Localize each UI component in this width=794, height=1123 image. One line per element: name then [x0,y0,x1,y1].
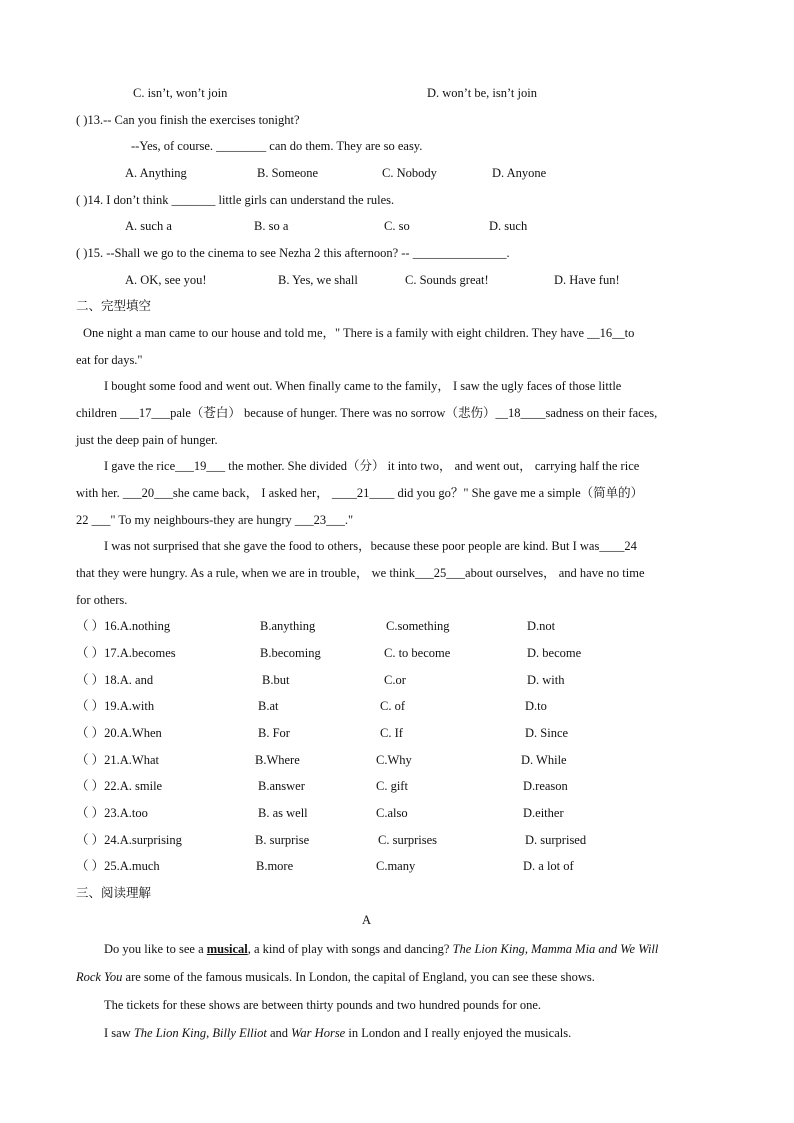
q15-option-c: C. Sounds great! [405,273,489,287]
reading-paragraph-1-line-2 [76,969,595,985]
cloze-paragraph-2-line-3: just the deep pain of hunger. [76,433,218,447]
q13-option-c: C. Nobody [382,166,437,180]
cloze-option-24-c: C. surprises [378,833,438,847]
reading-paragraph-3 [104,1025,571,1041]
cloze-option-19-b: B.at [258,699,279,713]
q15-stem: ( )15. --Shall we go to the cinema to see Nezha 2 this afternoon? -- _______________. [76,246,510,260]
cloze-option-21-b: B.Where [255,753,300,767]
passage-label: A [362,913,372,927]
q13-option-a: A. Anything [125,166,187,180]
cloze-option-22-d: D.reason [523,779,568,793]
reading-p3-and: and [266,1026,292,1040]
q14-option-c: C. so [384,219,410,233]
cloze-option-19-d: D.to [525,699,547,713]
q14-option-b: B. so a [254,219,289,233]
q15-option-a: A. OK, see you! [125,273,207,287]
reading-p1-text-2: , a kind of play with songs and dancing? [247,942,453,956]
cloze-option-24-b: B. surprise [255,833,310,847]
cloze-option-row-23: （ ）23.A.too [76,806,148,820]
reading-p3-titles: The Lion King, Billy Elliot [133,1026,267,1040]
cloze-option-20-b: B. For [258,726,290,740]
q14-option-d: D. such [489,219,528,233]
q12-option-d: D. won’t be, isn’t join [427,86,537,100]
cloze-option-21-c: C.Why [376,753,412,767]
reading-p1-text-3: are some of the famous musicals. In London, the capital of England, you can see these shows. [122,970,595,984]
reading-heading: 三、阅读理解 [76,886,152,900]
cloze-option-23-d: D.either [523,806,564,820]
musical-keyword: musical [206,942,248,956]
cloze-option-20-d: D. Since [525,726,569,740]
musical-titles: The Lion King, Mamma Mia and We Will [452,942,659,956]
q13-option-d: D. Anyone [492,166,547,180]
cloze-option-row-24: （ ）24.A.surprising [76,833,182,847]
cloze-option-row-25: （ ）25.A.much [76,859,160,873]
cloze-option-16-b: B.anything [260,619,316,633]
cloze-paragraph-3-line-3: 22 ___" To my neighbours-they are hungry ___23___." [76,513,354,527]
musical-title-rock-you: Rock You [76,970,123,984]
reading-p3-title-war-horse: War Horse [291,1026,346,1040]
cloze-paragraph-2-line-1: I bought some food and went out. When finally came to the family， I saw the ugly faces of those little [104,379,622,393]
q14-stem: ( )14. I don’t think _______ little girls can understand the rules. [76,193,395,207]
cloze-option-17-b: B.becoming [260,646,321,660]
reading-p3-text: I saw [104,1026,134,1040]
reading-paragraph-2: The tickets for these shows are between thirty pounds and two hundred pounds for one. [104,998,542,1012]
cloze-paragraph-4-line-2: that they were hungry. As a rule, when we are in trouble， we think___25___about ourselves， and have no time [76,566,645,580]
q15-option-b: B. Yes, we shall [278,273,358,287]
cloze-paragraph-1-line-1: One night a man came to our house and told me，" There is a family with eight children. They have __16__to [83,326,635,340]
cloze-option-17-d: D. become [527,646,582,660]
cloze-paragraph-4-line-3: for others. [76,593,128,607]
q13-reply: --Yes, of course. ________ can do them. They are so easy. [131,139,423,153]
cloze-paragraph-3-line-2: with her. ___20___she came back， I asked her， ____21____ did you go？" She gave me a simple（简单的） [76,486,644,500]
cloze-option-25-b: B.more [256,859,294,873]
cloze-option-23-b: B. as well [258,806,308,820]
q13-option-b: B. Someone [257,166,319,180]
cloze-option-24-d: D. surprised [525,833,587,847]
reading-paragraph-1-line-1 [104,941,658,957]
cloze-paragraph-3-line-1: I gave the rice___19___ the mother. She divided（分） it into two， and went out， carrying half the rice [104,459,640,473]
reading-p3-text-2: in London and I really enjoyed the musicals. [345,1026,572,1040]
cloze-option-18-b: B.but [262,673,290,687]
cloze-paragraph-4-line-1: I was not surprised that she gave the food to others，because these poor people are kind. But I was____24 [104,539,637,553]
cloze-option-16-d: D.not [527,619,556,633]
cloze-option-row-21: （ ）21.A.What [76,753,159,767]
cloze-option-22-b: B.answer [258,779,305,793]
cloze-option-18-c: C.or [384,673,406,687]
cloze-option-row-16: （ ）16.A.nothing [76,619,171,633]
cloze-option-22-c: C. gift [376,779,408,793]
cloze-option-row-22: （ ）22.A. smile [76,779,163,793]
cloze-option-21-d: D. While [521,753,567,767]
cloze-option-20-c: C. If [380,726,403,740]
q15-option-d: D. Have fun! [554,273,620,287]
cloze-option-row-17: （ ）17.A.becomes [76,646,176,660]
cloze-option-17-c: C. to become [384,646,451,660]
cloze-option-row-18: （ ）18.A. and [76,673,154,687]
cloze-option-16-c: C.something [386,619,450,633]
q13-stem: ( )13.-- Can you finish the exercises tonight? [76,113,300,127]
cloze-heading: 二、完型填空 [76,299,152,313]
reading-p1-text: Do you like to see a [104,942,207,956]
cloze-paragraph-1-line-2: eat for days." [76,353,143,367]
cloze-option-25-c: C.many [376,859,416,873]
cloze-option-23-c: C.also [376,806,408,820]
cloze-paragraph-2-line-2: children ___17___pale（苍白） because of hunger. There was no sorrow（悲伤）__18____sadness on their faces, [76,406,658,420]
cloze-option-row-20: （ ）20.A.When [76,726,162,740]
q12-option-c: C. isn’t, won’t join [133,86,228,100]
q14-option-a: A. such a [125,219,172,233]
cloze-option-row-19: （ ）19.A.with [76,699,155,713]
cloze-option-18-d: D. with [527,673,565,687]
cloze-option-25-d: D. a lot of [523,859,574,873]
cloze-option-19-c: C. of [380,699,405,713]
